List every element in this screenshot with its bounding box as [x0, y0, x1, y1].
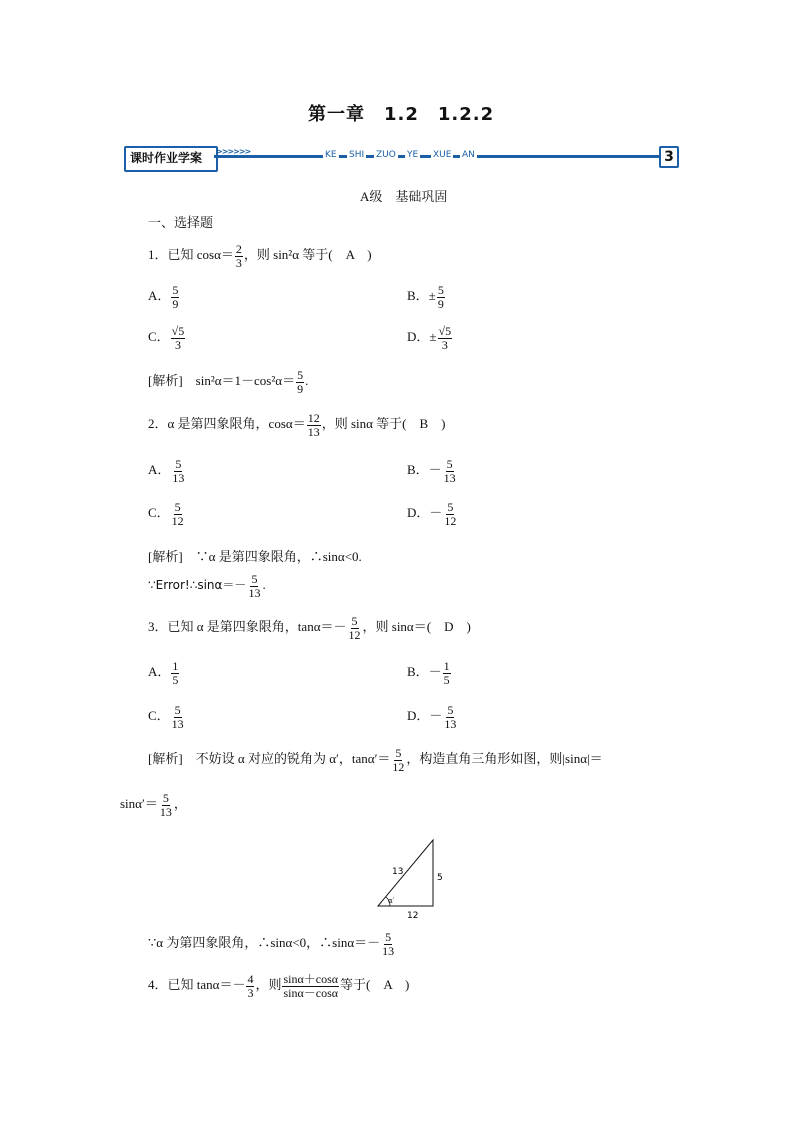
q1-option-a: A． $\frac{5}{9}$: [148, 283, 179, 311]
pinyin-3: YE: [407, 150, 419, 160]
pinyin-4: XUE: [433, 150, 452, 160]
question-2-stem: 2．α 是第四象限角，cosα＝ $\frac{12}{13}$ ，则 sinα 等于( B ): [148, 411, 446, 439]
adjacent-label: 12: [407, 911, 419, 921]
q3-option-c: C． $\frac{5}{13}$: [148, 703, 184, 731]
hypotenuse-label: 13: [392, 867, 404, 877]
q3-solution-2: sinα′＝ $\frac{5}{13}$ ，: [120, 791, 187, 819]
pinyin-2: ZUO: [376, 150, 396, 160]
page-title: 第一章 1.2 1.2.2: [308, 104, 495, 125]
q1-option-b: B．± $\frac{5}{9}$: [407, 283, 444, 311]
q2-option-d: D．－ $\frac{5}{12}$: [407, 500, 457, 528]
question-3-stem: 3．已知 α 是第四象限角，tanα＝－ $\frac{5}{12}$ ，则 sinα＝( D ): [148, 614, 471, 642]
banner-label: 课时作业学案: [130, 151, 203, 165]
right-triangle-figure: [370, 832, 460, 922]
q3-option-a: A． $\frac{1}{5}$: [148, 659, 179, 687]
triangle-outline: [378, 840, 433, 906]
pinyin-0: KE: [325, 150, 337, 160]
question-4-stem: 4．已知 tanα＝－ $\frac{4}{3}$ ，则 $\frac{\sin\alpha+\cos\alpha}{\sin\alpha-\cos\alpha}$ 等于( A ): [148, 972, 410, 1000]
q2-option-b: B．－ $\frac{5}{13}$: [407, 457, 456, 485]
page-number: 3: [659, 146, 679, 168]
pinyin-5: AN: [462, 150, 475, 160]
q3-solution-1: [解析] 不妨设 α 对应的锐角为 α′，tanα′＝ $\frac{5}{12}$ ，构造直角三角形如图，则|sinα|＝: [148, 746, 603, 774]
angle-label: α′: [388, 897, 395, 905]
q1-solution: [解析] sin²α＝1－cos²α＝ $\frac{5}{9}$ .: [148, 368, 309, 396]
opposite-label: 5: [437, 873, 443, 883]
q2-solution-1: [解析] ∵α 是第四象限角，∴sinα<0.: [148, 549, 362, 564]
q2-option-c: C． $\frac{5}{12}$: [148, 500, 184, 528]
q3-solution-3: ∵α 为第四象限角，∴sinα<0，∴sinα＝－ $\frac{5}{13}$: [148, 930, 395, 958]
q2-solution-2: ∵Error!∴sinα＝－ $\frac{5}{13}$ .: [148, 572, 266, 600]
q2-option-a: A． $\frac{5}{13}$: [148, 457, 185, 485]
part-heading: 一、选择题: [148, 215, 214, 230]
q3-option-d: D．－ $\frac{5}{13}$: [407, 703, 457, 731]
q1-option-d: D．± $\frac{√5}{3}$: [407, 324, 452, 352]
level-heading: A级 基础巩固: [360, 189, 448, 204]
pinyin-1: SHI: [349, 150, 365, 160]
question-1-stem: 1．已知 cosα＝ $\frac{2}{3}$ ，则 sin²α 等于( A ): [148, 242, 372, 270]
banner-arrows: >>>>>>: [216, 147, 251, 156]
q3-option-b: B．－ $\frac{1}{5}$: [407, 659, 450, 687]
q1-option-c: C． $\frac{√5}{3}$: [148, 324, 185, 352]
